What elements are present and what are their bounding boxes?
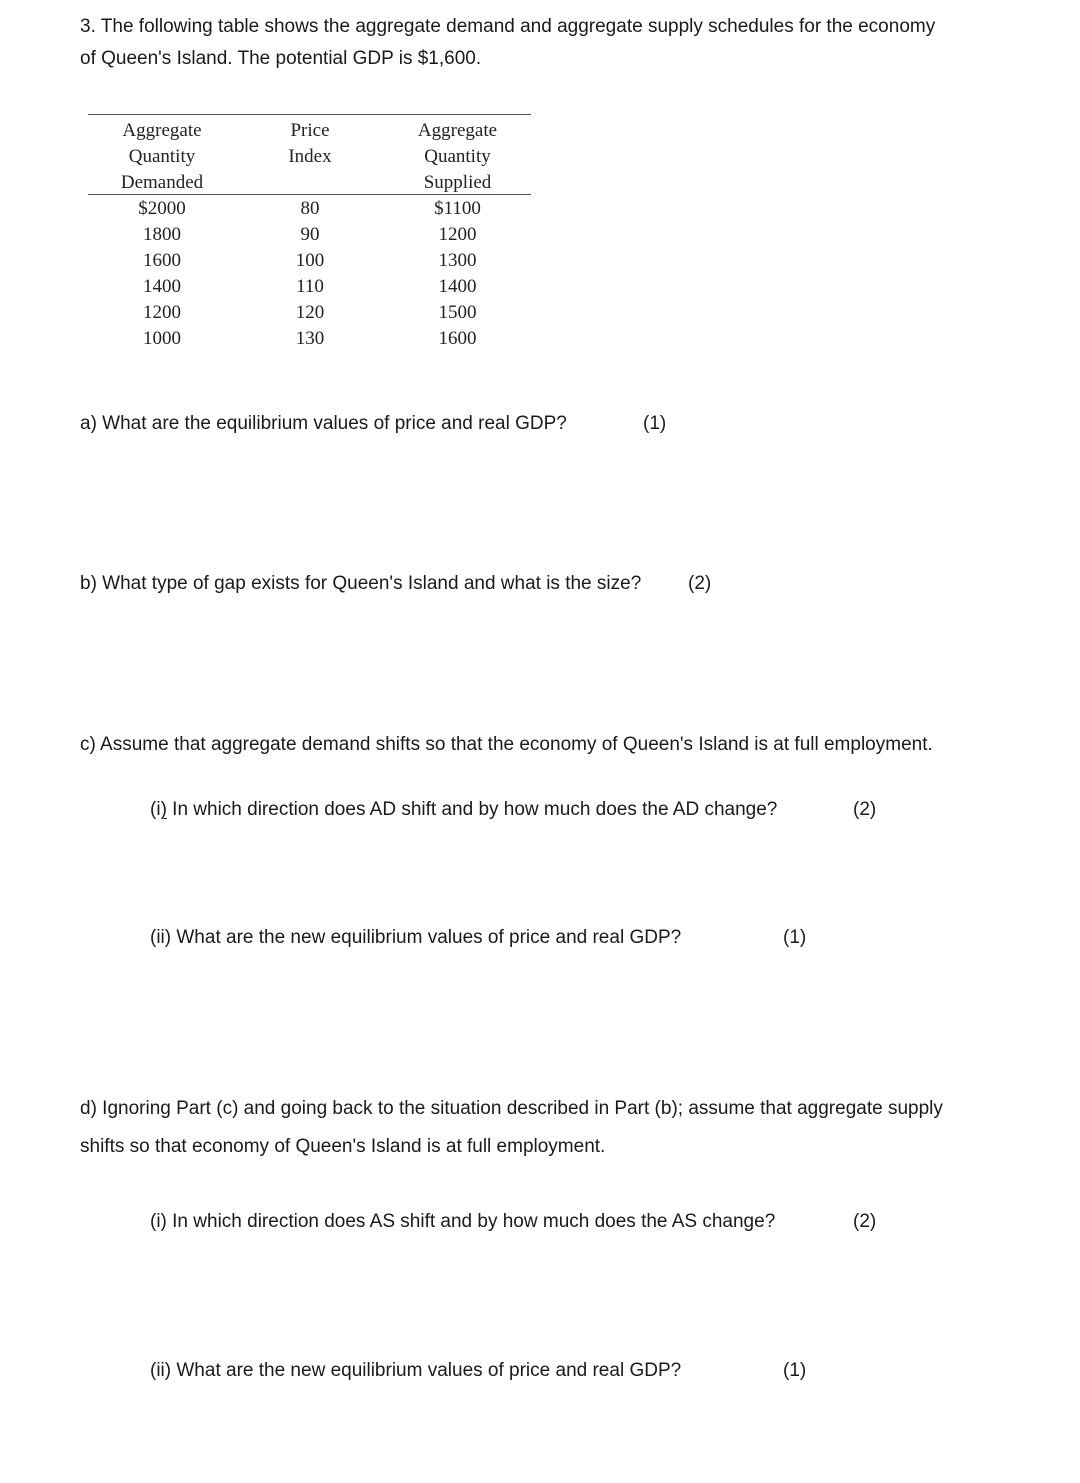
header-aggregate-quantity-demanded: Aggregate Quantity Demanded — [120, 120, 204, 193]
table-cell: 100 — [295, 250, 325, 271]
table-cell: 1000 — [143, 328, 181, 349]
table-cell: 1600 — [438, 328, 477, 349]
part-d-i-marks: (2) — [853, 1211, 877, 1232]
table-cell: 1200 — [438, 224, 477, 245]
table-top-rule — [88, 114, 531, 115]
table-cell: 1300 — [438, 250, 477, 271]
part-c-i-marks: (2) — [853, 799, 877, 820]
part-d-i-question: (i) In which direction does AS shift and by how much does the AS change? — [150, 1211, 776, 1232]
table-cell: 1400 — [143, 276, 181, 297]
table-cell: 1600 — [143, 250, 181, 271]
question-intro-line-2: of Queen's Island. The potential GDP is $1,600. — [80, 48, 482, 69]
part-d-question-line-1: d) Ignoring Part (c) and going back to the situation described in Part (b); assume that aggregate supply — [80, 1098, 943, 1119]
table-cell: 130 — [295, 328, 325, 349]
part-c-i-question: (i) In which direction does AD shift and by how much does the AD change? — [150, 799, 778, 820]
spellcheck-underline: ) — [160, 799, 167, 820]
part-d-question-line-2: shifts so that economy of Queen's Island is at full employment. — [80, 1136, 606, 1157]
part-c-ii-question: (ii) What are the new equilibrium values of price and real GDP? — [150, 927, 682, 948]
part-d-ii-marks: (1) — [783, 1360, 807, 1381]
table-cell: 1400 — [438, 276, 477, 297]
table-cell: 80 — [300, 198, 320, 219]
table-cell: 1800 — [143, 224, 181, 245]
question-intro-line-1: 3. The following table shows the aggregate demand and aggregate supply schedules for the economy — [80, 16, 936, 37]
header-aggregate-quantity-supplied: Aggregate Quantity Supplied — [417, 120, 498, 193]
table-cell: 1500 — [438, 302, 477, 323]
part-a-marks: (1) — [643, 413, 667, 434]
table-cell: $1100 — [434, 198, 481, 219]
part-a-question: a) What are the equilibrium values of price and real GDP? — [80, 413, 567, 434]
table-cell: 120 — [295, 302, 325, 323]
table-cell: 90 — [300, 224, 320, 245]
part-d-ii-question: (ii) What are the new equilibrium values of price and real GDP? — [150, 1360, 682, 1381]
header-price-index: Price Index — [288, 120, 332, 167]
part-b-marks: (2) — [688, 573, 712, 594]
column-price-index — [236, 196, 384, 352]
part-c-ii-marks: (1) — [783, 927, 807, 948]
table-cell: $2000 — [138, 198, 186, 219]
column-quantity-demanded — [88, 196, 236, 352]
part-c-question: c) Assume that aggregate demand shifts so that the economy of Queen's Island is at full employment. — [80, 734, 933, 755]
column-quantity-supplied — [384, 196, 531, 352]
table-cell: 1200 — [143, 302, 181, 323]
table-cell: 110 — [296, 276, 324, 297]
part-b-question: b) What type of gap exists for Queen's Island and what is the size? — [80, 573, 642, 594]
